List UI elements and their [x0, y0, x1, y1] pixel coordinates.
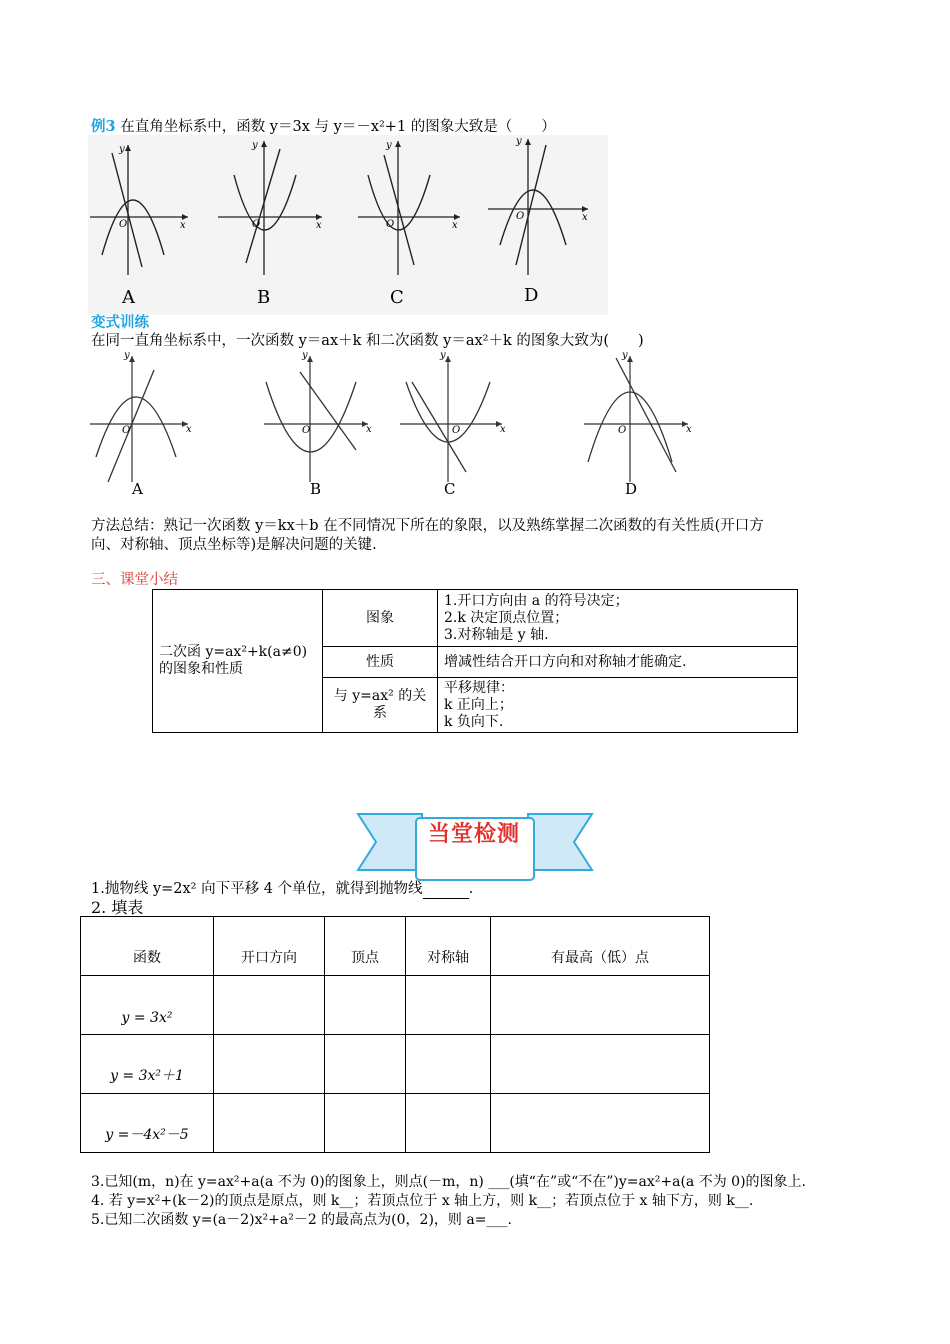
summary-content-line: 2.k 决定顶点位置；	[444, 609, 569, 626]
exercise-1-end: .	[468, 881, 474, 897]
table-answer-cell[interactable]	[491, 976, 710, 1035]
summary-content-line: 平移规律：	[444, 679, 514, 696]
summary-topic-line1: 二次函 y=ax²+k(a≠0)	[159, 644, 308, 660]
method-summary-line1: 方法总结：熟记一次函数 y＝kx＋b 在不同情况下所在的象限，以及熟练掌握二次函数的有关性质(开口方	[91, 518, 764, 534]
exercise-4: 4. 若 y=x²+(k－2)的顶点是原点，则 k__；若顶点位于 x 轴上方，则 k__；若顶点位于 x 轴下方，则 k__.	[91, 1193, 754, 1209]
table-row	[81, 1035, 710, 1094]
origin-label: O	[516, 211, 525, 222]
example3-option-c: C	[390, 287, 404, 308]
axis-y-label: y	[386, 140, 392, 151]
summary-row-content	[438, 590, 798, 647]
variant-option-d-graph	[584, 356, 688, 482]
answer-blank[interactable]	[423, 880, 469, 899]
summary-row-name-line1: 与 y=ax² 的关	[333, 688, 427, 704]
summary-content-line: 1.开口方向由 a 的符号决定；	[444, 592, 629, 609]
origin-label: O	[119, 219, 128, 230]
axis-y-label: y	[119, 144, 125, 155]
summary-row-name	[323, 678, 438, 733]
summary-row-name: 图象	[323, 590, 438, 647]
variant-graphs	[88, 352, 708, 492]
table-answer-cell[interactable]	[491, 1035, 710, 1094]
table-row	[81, 976, 710, 1035]
example3-text: 在直角坐标系中，函数 y＝3x 与 y＝－x²+1 的图象大致是（ ）	[120, 119, 556, 135]
table-answer-cell[interactable]	[406, 976, 491, 1035]
axis-x-label: x	[180, 220, 186, 231]
axis-y-label: y	[252, 140, 258, 151]
example3-option-b: B	[257, 287, 271, 308]
quiz-banner	[356, 808, 596, 888]
table-answer-cell[interactable]	[214, 976, 325, 1035]
table-function-cell: y = 3x²＋1	[81, 1035, 214, 1094]
table-answer-cell[interactable]	[214, 1035, 325, 1094]
exercise-1	[91, 880, 473, 899]
banner-ribbon-right	[528, 814, 592, 870]
table-row	[81, 1094, 710, 1153]
summary-content-line: 3.对称轴是 y 轴.	[444, 626, 549, 643]
axis-y-label: y	[516, 136, 522, 147]
example3-option-d: D	[524, 285, 539, 306]
variant-option-a: A	[132, 480, 143, 498]
summary-content-line: k 负向下.	[444, 713, 504, 730]
variant-question: 在同一直角坐标系中，一次函数 y＝ax＋k 和二次函数 y＝ax²＋k 的图象大致为( )	[91, 333, 644, 349]
fill-in-table	[80, 916, 710, 1153]
exercise-3: 3.已知(m，n)在 y=ax²+a(a 不为 0)的图象上，则点(－m，n) ___(填“在”或“不在”)y=ax²+a(a 不为 0)的图象上.	[91, 1174, 806, 1190]
variant-option-d: D	[625, 480, 638, 498]
axis-y-label: y	[622, 350, 628, 361]
variant-option-c: C	[444, 480, 456, 498]
class-summary-heading: 三、课堂小结	[91, 572, 178, 588]
summary-topic-line2: 的图象和性质	[159, 661, 243, 677]
class-summary-table	[152, 589, 798, 733]
table-answer-cell[interactable]	[406, 1035, 491, 1094]
table-header-function: 函数	[81, 917, 214, 976]
table-header-extreme: 有最高（低）点	[491, 917, 710, 976]
table-answer-cell[interactable]	[325, 1094, 406, 1153]
exercise-5: 5.已知二次函数 y=(a－2)x²+a²－2 的最高点为(0，2)，则 a=___.	[91, 1212, 512, 1228]
banner-ribbon-left	[358, 814, 422, 870]
table-answer-cell[interactable]	[325, 1035, 406, 1094]
table-header-axis: 对称轴	[406, 917, 491, 976]
origin-label: O	[452, 425, 461, 436]
quiz-banner-title: 当堂检测	[427, 822, 520, 847]
table-answer-cell[interactable]	[325, 976, 406, 1035]
variant-option-b-graph	[264, 356, 368, 482]
table-answer-cell[interactable]	[214, 1094, 325, 1153]
table-function-cell: y =－4x²－5	[81, 1094, 214, 1153]
axis-x-label: x	[500, 424, 506, 435]
table-function-cell: y = 3x²	[81, 976, 214, 1035]
summary-topic	[153, 590, 323, 733]
axis-x-label: x	[686, 424, 692, 435]
table-header-opening: 开口方向	[214, 917, 325, 976]
origin-label: O	[252, 219, 261, 230]
example3-option-a: A	[122, 287, 135, 308]
variant-option-b: B	[310, 480, 322, 498]
origin-label: O	[386, 219, 395, 230]
example3-label: 例3	[91, 118, 116, 135]
summary-row-name: 性质	[323, 647, 438, 678]
variant-title: 变式训练	[91, 314, 149, 331]
axis-y-label: y	[124, 350, 130, 361]
summary-content-line: k 正向上；	[444, 696, 513, 713]
table-header-vertex: 顶点	[325, 917, 406, 976]
table-answer-cell[interactable]	[406, 1094, 491, 1153]
axis-x-label: x	[366, 424, 372, 435]
axis-x-label: x	[582, 212, 588, 223]
exercise-1-text: 1.抛物线 y=2x² 向下平移 4 个单位，就得到抛物线	[91, 881, 423, 897]
exercise-2-title: 2. 填表	[91, 898, 144, 917]
origin-label: O	[122, 425, 131, 436]
axis-x-label: x	[316, 220, 322, 231]
variant-option-a-graph	[90, 356, 188, 482]
origin-label: O	[618, 425, 627, 436]
origin-label: O	[302, 425, 311, 436]
method-summary-line2: 向、对称轴、顶点坐标等)是解决问题的关键.	[91, 537, 377, 553]
table-answer-cell[interactable]	[491, 1094, 710, 1153]
axis-y-label: y	[302, 350, 308, 361]
example3-question	[91, 118, 556, 136]
summary-row-content: 增减性结合开口方向和对称轴才能确定.	[438, 647, 798, 678]
axis-x-label: x	[452, 220, 458, 231]
axis-x-label: x	[186, 424, 192, 435]
axis-y-label: y	[440, 350, 446, 361]
summary-row-content	[438, 678, 798, 733]
variant-option-c-graph	[400, 356, 502, 482]
summary-row-name-line2: 系	[373, 705, 387, 721]
